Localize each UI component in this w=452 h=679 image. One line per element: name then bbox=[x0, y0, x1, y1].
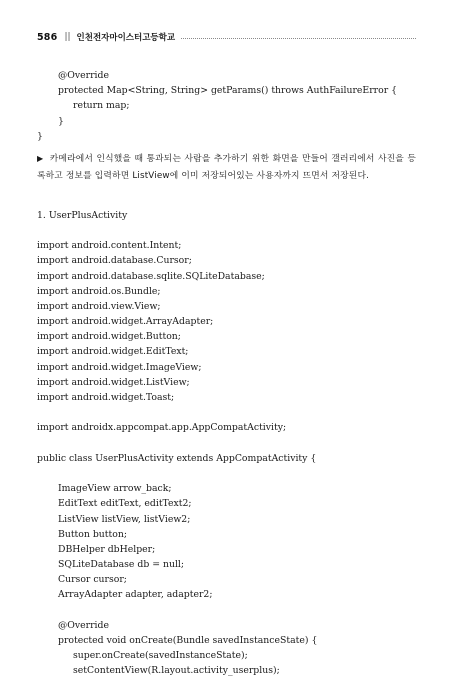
field-line: Button button; bbox=[58, 528, 127, 540]
field-line: Cursor cursor; bbox=[58, 574, 127, 586]
field-line: ArrayAdapter adapter, adapter2; bbox=[58, 589, 213, 601]
import-line: import android.widget.ImageView; bbox=[37, 361, 202, 373]
page-header bbox=[37, 30, 416, 44]
code-line: protected void onCreate(Bundle savedInstanceState) { bbox=[58, 635, 318, 646]
page-number: 586 bbox=[37, 31, 58, 43]
school-name: 인천전자마이스터고등학교 bbox=[76, 33, 176, 43]
import-line: import android.widget.ListView; bbox=[37, 376, 190, 388]
code-line: } bbox=[37, 130, 43, 142]
class-declaration: public class UserPlusActivity extends AppCompatActivity { bbox=[37, 452, 317, 464]
import-line: import android.database.Cursor; bbox=[37, 255, 192, 267]
code-line: @Override bbox=[58, 70, 109, 81]
androidx-import-line: import androidx.appcompat.app.AppCompatActivity; bbox=[37, 422, 287, 434]
import-block bbox=[37, 238, 416, 405]
import-line: import android.content.Intent; bbox=[37, 240, 182, 252]
code-line: super.onCreate(savedInstanceState); bbox=[73, 650, 248, 662]
field-line: EditText editText, editText2; bbox=[58, 498, 192, 510]
code-line: setContentView(R.layout.activity_userplus); bbox=[73, 665, 280, 677]
import-line: import android.widget.ArrayAdapter; bbox=[37, 316, 214, 328]
import-line: import android.os.Bundle; bbox=[37, 285, 161, 297]
code-line: protected Map<String, String> getParams() throws AuthFailureError { bbox=[58, 85, 398, 97]
import-line: import android.widget.Toast; bbox=[37, 392, 175, 403]
field-line: ListView listView, listView2; bbox=[58, 513, 191, 525]
top-code-block bbox=[37, 68, 416, 144]
import-line: import android.view.View; bbox=[37, 300, 161, 312]
triangle-bullet-icon: ▶ bbox=[37, 153, 44, 163]
import-line: import android.widget.EditText; bbox=[37, 346, 189, 358]
page-content bbox=[37, 68, 416, 679]
code-line: } bbox=[58, 115, 64, 127]
description-note bbox=[37, 150, 416, 185]
field-line: SQLiteDatabase db = null; bbox=[58, 559, 185, 571]
section-title: 1. UserPlusActivity bbox=[37, 209, 128, 221]
header-dotted-rule bbox=[181, 38, 416, 39]
import-line: import android.database.sqlite.SQLiteDatabase; bbox=[37, 270, 265, 282]
description-text: 카메라에서 인식했을 때 통과되는 사람을 추가하기 위한 화면을 만들어 갤러리에서 사진을 등록하고 정보를 입력하면 ListView에 이미 저장되어있는 사용자까지 뜨면서 저장된다. bbox=[37, 153, 416, 181]
code-line: @Override bbox=[58, 619, 109, 631]
import-line: import android.widget.Button; bbox=[37, 331, 181, 343]
field-line: ImageView arrow_back; bbox=[58, 483, 172, 495]
field-line: DBHelper dbHelper; bbox=[58, 543, 156, 555]
header-separator: || bbox=[64, 32, 71, 42]
method-block bbox=[37, 618, 416, 679]
field-block bbox=[37, 481, 416, 603]
code-line: return map; bbox=[73, 100, 130, 112]
